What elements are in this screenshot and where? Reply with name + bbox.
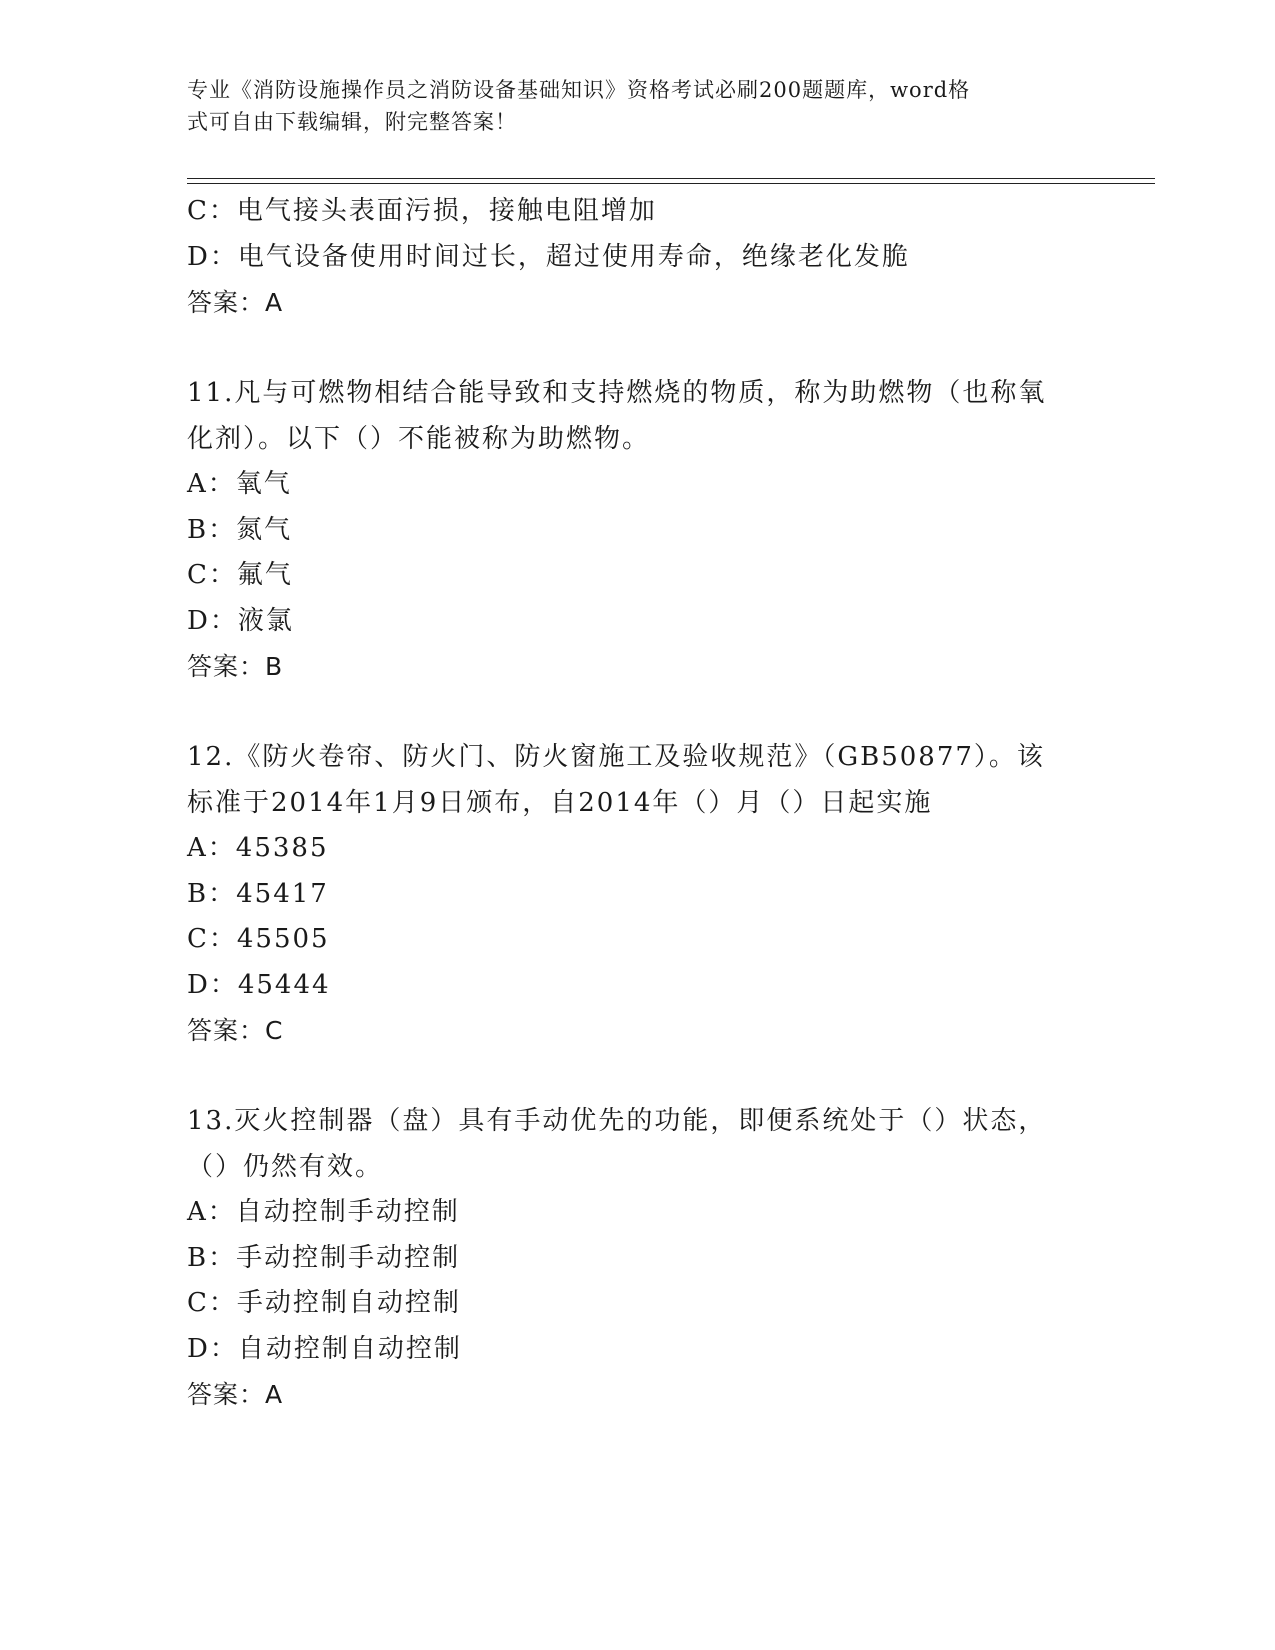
option-c: C：手动控制自动控制 — [187, 1288, 461, 1318]
option-b: B：氮气 — [187, 514, 293, 545]
question-stem-cont: 标准于2014年1月9日颁布，自2014年（）月（）日起实施 — [187, 787, 933, 818]
option-d: D：自动控制自动控制 — [187, 1333, 462, 1364]
option-d: D：电气设备使用时间过长，超过使用寿命，绝缘老化发脆 — [187, 241, 910, 272]
option-b: B：手动控制手动控制 — [187, 1242, 461, 1273]
option-c: C：45505 — [187, 924, 330, 954]
header-line-1: 专业《消防设施操作员之消防设备基础知识》资格考试必刷200题题库，word格 — [187, 78, 971, 102]
question-stem: 13.灭火控制器（盘）具有手动优先的功能，即便系统处于（）状态， — [187, 1106, 1047, 1136]
answer: 答案：B — [187, 652, 284, 681]
question-block-13 — [187, 1099, 1087, 1418]
question-stem: 11.凡与可燃物相结合能导致和支持燃烧的物质，称为助燃物（也称氧 — [187, 378, 1047, 408]
question-block-12 — [187, 735, 1087, 1054]
question-block-prev — [187, 189, 1087, 326]
answer: 答案：C — [187, 1016, 284, 1045]
question-block-11 — [187, 371, 1087, 690]
answer: 答案：A — [187, 288, 284, 317]
question-stem-cont: 化剂）。以下（）不能被称为助燃物。 — [187, 423, 651, 454]
header-divider-top — [187, 178, 1155, 179]
option-c: C：氟气 — [187, 560, 293, 590]
spacer — [187, 1054, 1087, 1100]
option-a: A：氧气 — [187, 469, 292, 499]
option-b: B：45417 — [187, 878, 329, 909]
answer: 答案：A — [187, 1380, 284, 1409]
option-c: C：电气接头表面污损，接触电阻增加 — [187, 196, 657, 226]
option-d: D：45444 — [187, 969, 331, 1000]
option-d: D：液氯 — [187, 605, 294, 636]
option-a: A：自动控制手动控制 — [187, 1197, 460, 1227]
spacer — [187, 690, 1087, 736]
question-list — [187, 189, 1087, 1418]
option-a: A：45385 — [187, 833, 329, 863]
document-header — [187, 74, 1067, 138]
header-divider-bottom — [187, 183, 1155, 184]
header-line-2: 式可自由下载编辑，附完整答案！ — [187, 110, 517, 134]
question-stem: 12.《防火卷帘、防火门、防火窗施工及验收规范》（GB50877）。该 — [187, 742, 1045, 772]
spacer — [187, 326, 1087, 372]
question-stem-cont: （）仍然有效。 — [187, 1151, 384, 1182]
